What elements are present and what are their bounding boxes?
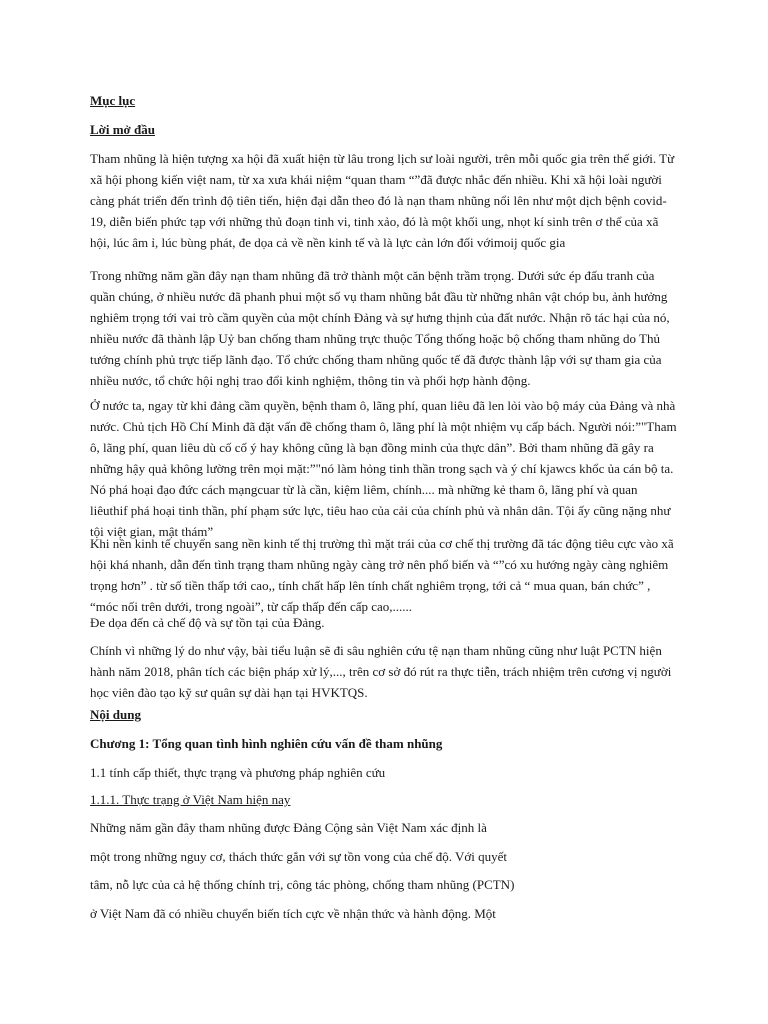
heading-content: Nội dung: [90, 707, 141, 722]
paragraph-6: Chính vì những lý do như vậy, bài tiểu luận sẽ đi sâu nghiên cứu tệ nạn tham nhũng cũng như luật PCTN hiện hành năm 2018, phân tích các biện pháp xử lý,..., trên cơ sở đó rút ra thực tiễn, trách nhiệm trên cương vị người học viên đào tạo kỹ sư quân sự dài hạn tại HVKTQS.: [90, 643, 672, 700]
paragraph-3: Ở nước ta, ngay từ khi đảng cầm quyền, bệnh tham ô, lãng phí, quan liêu đã len lỏi vào bộ máy của Đảng và nhà nước. Chủ tịch Hồ Chí Minh đã đặt vấn đề chống tham ô, lãng phí là một nhiệm vụ cấp bách. Người nói:”"Tham ô, lãng phí, quan liêu dù cố cố ý hay không cũng là bạn đồng minh của thực dân”. Bởi tham nhũng đã gây ra những hậy quả không lường trên mọi mặt:”"nó làm hỏng tinh thần trong sạch và ý chí kjawcs khổc ủa cán bộ ta. Nó phá hoại đạo đức cách mạngcuar từ là cần, kiệm liêm, chính.... mà những kẻ tham ô, lãng phí và quan liêuthif phá hoại tinh thần, phí phạm sức lực, tiêu hao của cải của chính phủ và nhân dân. Tội ấy cũng nặng như tội việt gian, mật thám”: [90, 398, 677, 539]
body-line: một trong những nguy cơ, thách thức gắn với sự tồn vong của chế độ. Với quyết: [90, 849, 508, 864]
paragraph-2: Trong những năm gần đây nạn tham nhũng đã trở thành một căn bệnh trầm trọng. Dưới sức ép đấu tranh của quần chúng, ở nhiều nước đã phanh phui một số vụ tham nhũng bắt đầu từ những nhân vật chóp bu, ảnh hưởng nghiêm trọng tới vai trò cầm quyền của một chính Đảng và sự hưng thịnh của đất nước. Nhận rõ tác hại của nó, nhiều nước đã thành lập Uỷ ban chống tham nhũng trực thuộc Tổng thống hoặc bộ chống tham nhũng do Thủ tướng chính phủ trực tiếp lãnh đạo. Tổ chức chống tham nhũng quốc tế đã được thành lập với sự tham gia của nhiều nước, tổ chức hội nghị trao đổi kinh nghiệm, thông tin và phối hợp hành động.: [90, 268, 670, 388]
paragraph-4: Khi nền kinh tế chuyển sang nền kinh tế thị trường thì mặt trái của cơ chế thị trường đã tác động tiêu cực vào xã hội khá nhanh, dẫn đến tình trạng tham nhũng ngày càng trở nên phổ biến và “”có xu hướng ngày càng nghiêm trọng hơn” . từ số tiền thấp tới cao,, tính chất hấp lên tính chất nghiêm trọng, tới cả “ mua quan, bán chức” , “móc nối trên dưới, trong ngoài”, từ cấp thấp đến cấp cao,......: [90, 536, 674, 614]
heading-chapter-1: Chương 1: Tổng quan tình hình nghiên cứu vấn đề tham nhũng: [90, 736, 443, 751]
paragraph-5: Đe dọa đến cả chế độ và sự tồn tại của Đảng.: [90, 615, 325, 630]
body-line: tâm, nỗ lực của cả hệ thống chính trị, công tác phòng, chống tham nhũng (PCTN): [90, 877, 515, 892]
body-line: Những năm gần đây tham nhũng được Đảng Cộng sản Việt Nam xác định là: [90, 820, 487, 835]
heading-section-1-1-1: 1.1.1. Thực trạng ở Việt Nam hiện nay: [90, 792, 291, 807]
paragraph-1: Tham nhũng là hiện tượng xa hội đã xuất hiện từ lâu trong lịch sư loài người, trên mỗi quốc gia trên thế giới. Từ xã hội phong kiến việt nam, từ xa xưa khái niệm “quan tham “”đã được nhắc đến nhiều. Khi xã hội loài người càng phát triển đến trình độ tiên tiến, hiện đại dẫn theo đó là nạn tham nhũng nổi lên như một dịch bệnh covid-19, diễn biến phức tạp với những thủ đoạn tinh vi, tinh xảo, đó là một khối ung, nhọt kí sinh trên ơ thể của xã hội, lúc âm ỉ, lúc bùng phát, đe dọa cả về nền kinh tế và là lực cản lớn đối vớimoij quốc gia: [90, 151, 675, 250]
heading-toc: Mục lục: [90, 93, 136, 108]
heading-section-1-1: 1.1 tính cấp thiết, thực trạng và phương pháp nghiên cứu: [90, 765, 386, 780]
body-line: ở Việt Nam đã có nhiều chuyển biến tích cực về nhận thức và hành động. Một: [90, 906, 496, 921]
heading-intro: Lời mở đầu: [90, 122, 155, 137]
